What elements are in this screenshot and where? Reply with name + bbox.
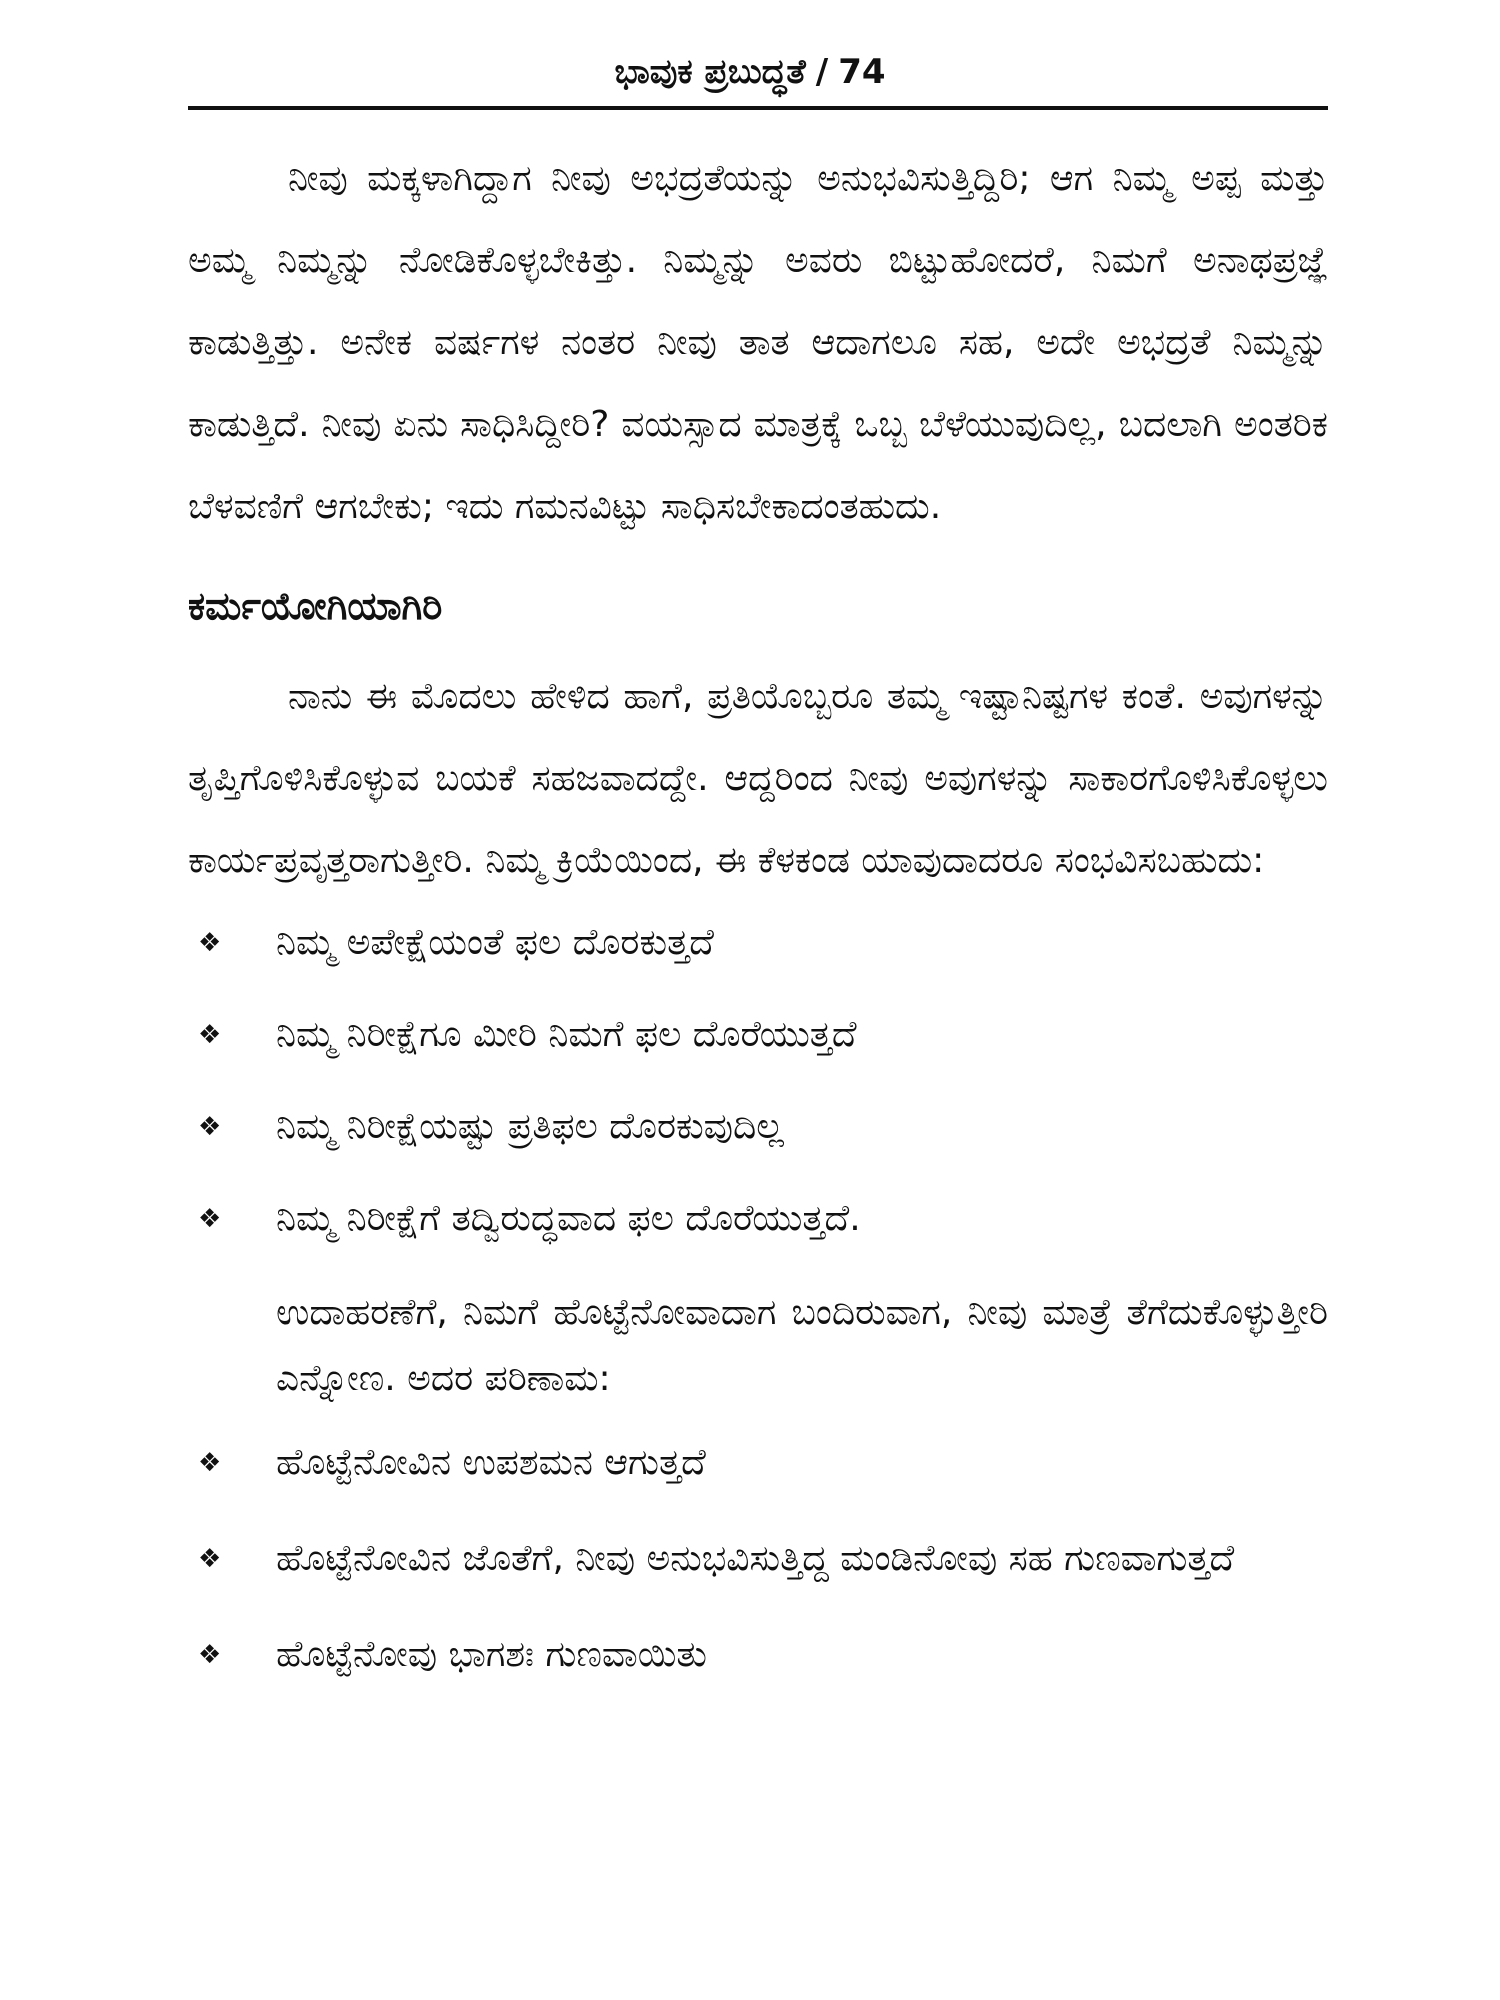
example-paragraph: ಉದಾಹರಣೆಗೆ, ನಿಮಗೆ ಹೊಟ್ಟೆನೋವಾದಾಗ ಬಂದಿರುವಾಗ, ನೀವು ಮಾತ್ರೆ ತೆಗೆದುಕೊಳ್ಳುತ್ತೀರಿ ಎನ್ನೋಣ. ಅದರ ಪರಿಣಾಮ: [276,1292,1328,1399]
page-header [0,50,1500,94]
list-item-text: ನಿಮ್ಮ ನಿರೀಕ್ಷೆಯಷ್ಟು ಪ್ರತಿಫಲ ದೊರಕುವುದಿಲ್ಲ [276,1106,784,1147]
page-number: 74 [838,52,886,92]
page-body [188,138,1328,1720]
list-item-text: ಹೊಟ್ಟೆನೋವಿನ ಉಪಶಮನ ಆಗುತ್ತದೆ [276,1442,706,1483]
bullet-diamond-icon: ❖ [198,1640,222,1670]
list-item [188,1624,1328,1686]
list-item-text: ನಿಮ್ಮ ನಿರೀಕ್ಷೆಗೆ ತದ್ವಿರುದ್ಧವಾದ ಫಲ ದೊರೆಯುತ್ತದೆ. [276,1198,861,1239]
list-item [188,912,1328,974]
bullet-diamond-icon: ❖ [198,1204,222,1234]
bullet-diamond-icon: ❖ [198,1544,222,1574]
result-list [188,1432,1328,1686]
bullet-diamond-icon: ❖ [198,1020,222,1050]
outcome-list [188,912,1328,1250]
list-item [188,1188,1328,1250]
paragraph-2: ನಾನು ಈ ಮೊದಲು ಹೇಳಿದ ಹಾಗೆ, ಪ್ರತಿಯೊಬ್ಬರೂ ತಮ್ಮ ಇಷ್ಟಾನಿಷ್ಟಗಳ ಕಂತೆ. ಅವುಗಳನ್ನು ತೃಪ್ತಿಗೊಳಿಸಿಕೊಳ್ಳುವ ಬಯಕೆ ಸಹಜವಾದದ್ದೇ. ಆದ್ದರಿಂದ ನೀವು ಅವುಗಳನ್ನು ಸಾಕಾರಗೊಳಿಸಿಕೊಳ್ಳಲು ಕಾರ್ಯಪ್ರವೃತ್ತರಾಗುತ್ತೀರಿ. ನಿಮ್ಮ ಕ್ರಿಯೆಯಿಂದ, ಈ ಕೆಳಕಂಡ ಯಾವುದಾದರೂ ಸಂಭವಿಸಬಹುದು: [188,676,1328,881]
list-item-text: ಹೊಟ್ಟೆನೋವಿನ ಜೊತೆಗೆ, ನೀವು ಅನುಭವಿಸುತ್ತಿದ್ದ ಮಂಡಿನೋವು ಸಹ ಗುಣವಾಗುತ್ತದೆ [276,1538,1235,1579]
bullet-diamond-icon: ❖ [198,1112,222,1142]
list-item-text: ನಿಮ್ಮ ಅಪೇಕ್ಷೆಯಂತೆ ಫಲ ದೊರಕುತ್ತದೆ [276,922,714,963]
header-rule [188,106,1328,110]
list-item [188,1096,1328,1158]
list-item [188,1528,1328,1590]
list-item [188,1432,1328,1494]
list-item-text: ನಿಮ್ಮ ನಿರೀಕ್ಷೆಗೂ ಮೀರಿ ನಿಮಗೆ ಫಲ ದೊರೆಯುತ್ತದೆ [276,1014,857,1055]
paragraph-1: ನೀವು ಮಕ್ಕಳಾಗಿದ್ದಾಗ ನೀವು ಅಭದ್ರತೆಯನ್ನು ಅನುಭವಿಸುತ್ತಿದ್ದಿರಿ; ಆಗ ನಿಮ್ಮ ಅಪ್ಪ ಮತ್ತು ಅಮ್ಮ ನಿಮ್ಮನ್ನು ನೋಡಿಕೊಳ್ಳಬೇಕಿತ್ತು. ನಿಮ್ಮನ್ನು ಅವರು ಬಿಟ್ಟುಹೋದರೆ, ನಿಮಗೆ ಅನಾಥಪ್ರಜ್ಞೆ ಕಾಡುತ್ತಿತ್ತು. ಅನೇಕ ವರ್ಷಗಳ ನಂತರ ನೀವು ತಾತ ಆದಾಗಲೂ ಸಹ, ಅದೇ ಅಭದ್ರತೆ ನಿಮ್ಮನ್ನು ಕಾಡುತ್ತಿದೆ. ನೀವು ಏನು ಸಾಧಿಸಿದ್ದೀರಿ? ವಯಸ್ಸಾದ ಮಾತ್ರಕ್ಕೆ ಒಬ್ಬ ಬೆಳೆಯುವುದಿಲ್ಲ, ಬದಲಾಗಿ ಅಂತರಿಕ ಬೆಳವಣಿಗೆ ಆಗಬೇಕು; ಇದು ಗಮನವಿಟ್ಟು ಸಾಧಿಸಬೇಕಾದಂತಹುದು. [188,158,1328,527]
list-item [188,1004,1328,1066]
bullet-diamond-icon: ❖ [198,928,222,958]
list-item-text: ಹೊಟ್ಟೆನೋವು ಭಾಗಶಃ ಗುಣವಾಯಿತು [276,1634,707,1675]
bullet-diamond-icon: ❖ [198,1448,222,1478]
section-heading: ಕರ್ಮಯೋಗಿಯಾಗಿರಿ [188,584,443,628]
book-title: ಭಾವುಕ ಪ್ರಬುದ್ಧತೆ [614,52,806,92]
header-separator: / [815,52,829,92]
